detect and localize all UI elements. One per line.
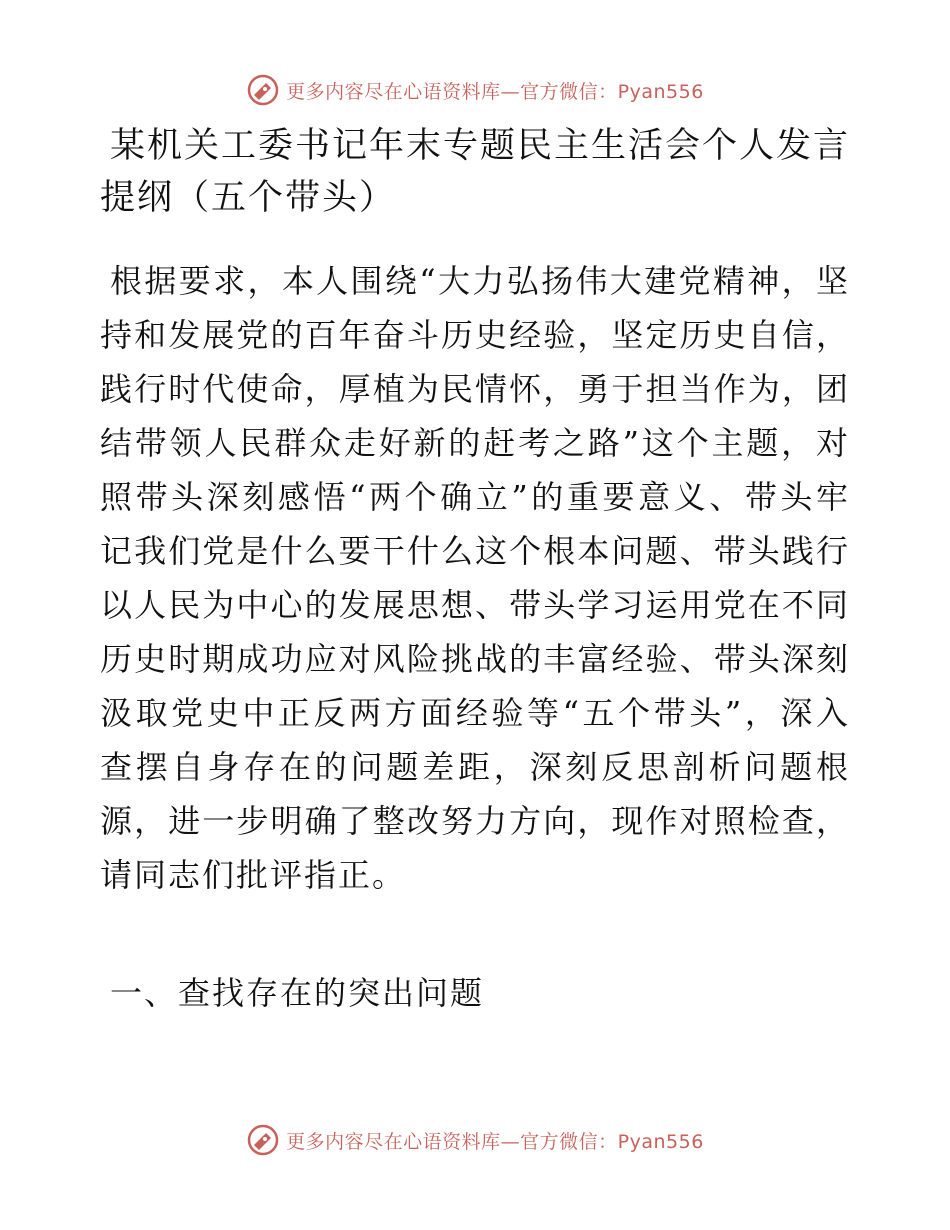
watermark-brand: Pyan556 <box>617 80 704 103</box>
watermark-header <box>0 70 950 110</box>
watermark-text: 更多内容尽在心语资料库—官方微信：Pyan556 <box>286 1130 704 1153</box>
watermark-footer <box>0 1120 950 1160</box>
document-title: 某机关工委书记年末专题民主生活会个人发言提纲（五个带头） <box>100 126 851 218</box>
document-body-paragraph: 根据要求，本人围绕“大力弘扬伟大建党精神，坚持和发展党的百年奋斗历史经验，坚定历史自信，践行时代使命，厚植为民情怀，勇于担当作为，团结带领人民群众走好新的赶考之路”这个主题，对照带头深刻感悟“两个确立”的重要意义、带头牢记我们党是什么要干什么这个根本问题、带头践行以人民为中心的发展思想、带头学习运用党在不同历史时期成功应对风险挑战的丰富经验、带头深刻汲取党史中正反两方面经验等“五个带头”，深入查摆自身存在的问题差距，深刻反思剖析问题根源，进一步明确了整改努力方向，现作对照检查，请同志们批评指正。 <box>100 262 850 894</box>
section-heading: 一、查找存在的突出问题 <box>110 974 485 1012</box>
watermark-text: 更多内容尽在心语资料库—官方微信：Pyan556 <box>286 80 704 103</box>
pen-nib-circle-icon <box>246 1123 280 1157</box>
watermark-brand: Pyan556 <box>617 1130 704 1153</box>
pen-nib-circle-icon <box>246 73 280 107</box>
